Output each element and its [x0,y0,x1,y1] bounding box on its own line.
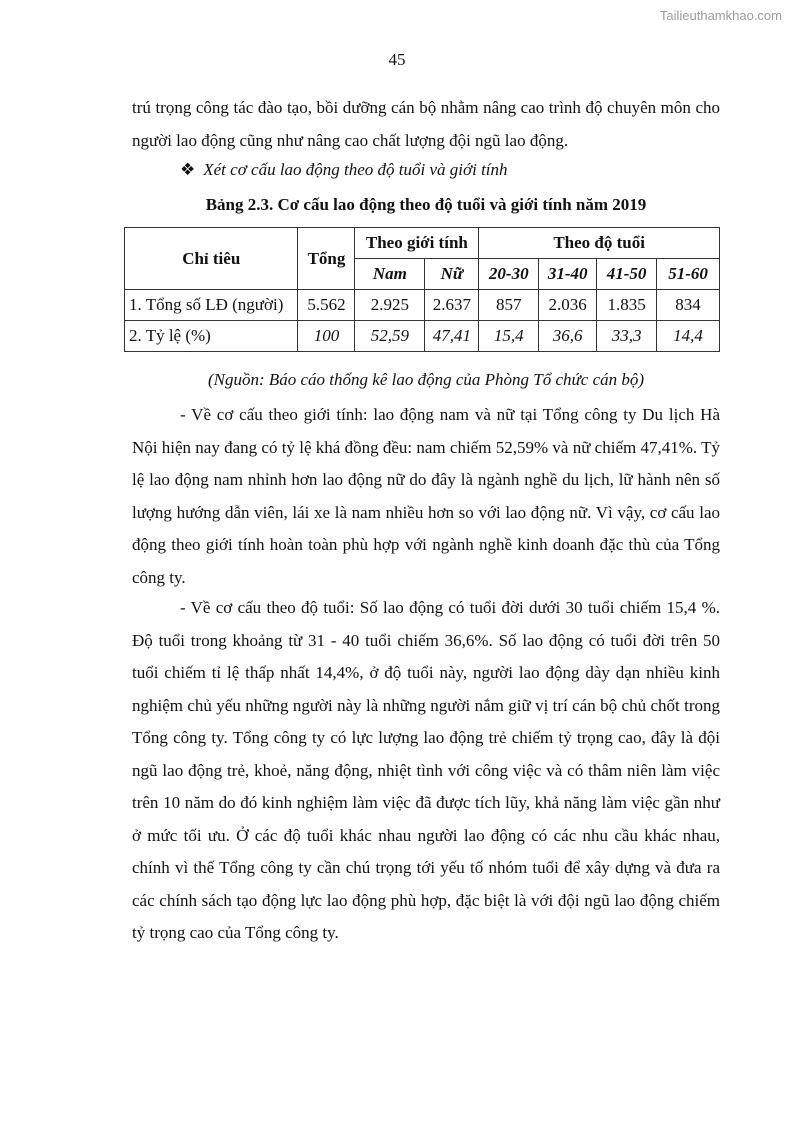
subheader-age-51-60: 51-60 [657,259,720,290]
cell-age-51-60: 834 [657,290,720,321]
table-header-row [125,228,720,259]
cell-age-31-40: 2.036 [539,290,597,321]
cell-age-41-50: 1.835 [597,290,657,321]
header-age: Theo độ tuổi [479,228,720,259]
table-row [125,321,720,352]
header-gender: Theo giới tính [355,228,479,259]
table-source: (Nguồn: Báo cáo thống kê lao động của Phòng Tổ chức cán bộ) [207,370,645,389]
labor-structure-table [124,227,720,352]
subheader-female: Nữ [425,259,479,290]
cell-age-31-40: 36,6 [539,321,597,352]
row-label: 1. Tổng số LĐ (người) [125,290,298,321]
subheader-age-31-40: 31-40 [539,259,597,290]
cell-age-20-30: 857 [479,290,539,321]
cell-age-41-50: 33,3 [597,321,657,352]
section-heading [180,160,508,180]
table-caption: Bảng 2.3. Cơ cấu lao động theo độ tuổi và giới tính năm 2019 [205,195,647,214]
header-total: Tổng [298,228,355,290]
paragraph-training: trú trọng công tác đào tạo, bồi dưỡng cán bộ nhằm nâng cao trình độ chuyên môn cho người lao động cũng như nâng cao chất lượng đội ngũ lao động. [132,98,720,150]
cell-female: 2.637 [425,290,479,321]
paragraph-age: - Về cơ cấu theo độ tuổi: Số lao động có tuổi đời dưới 30 tuổi chiếm 15,4 %. Độ tuổi trong khoảng từ 31 - 40 tuổi chiếm 36,6%. Số lao động có tuổi đời trên 50 tuổi chiếm tỉ lệ thấp nhất 14,4%, ở độ tuổi này, người lao động dày dạn nhiều kinh nghiệm chủ yếu những người này là những người nắm giữ vị trí cán bộ chủ chốt trong Tổng công ty. Tổng công ty có lực lượng lao động trẻ chiếm tỷ trọng cao, đây là đội ngũ lao động trẻ, khoẻ, năng động, nhiệt tình với công việc và có thâm niên làm việc trên 10 năm do đó kinh nghiệm làm việc đã được tích lũy, khả năng làm việc gần như ở mức tối ưu. Ở các độ tuổi khác nhau người lao động có các nhu cầu khác nhau, chính vì thế Tổng công ty cần chú trọng tới yếu tố nhóm tuổi để xây dựng và đưa ra các chính sách tạo động lực lao động phù hợp, đặc biệt là với đội ngũ lao động chiếm tỷ trọng cao của Tổng công ty. [132,598,720,942]
row-label: 2. Tỷ lệ (%) [125,321,298,352]
table-row [125,290,720,321]
watermark: Tailieuthamkhao.com [659,8,782,23]
page-number: 45 [388,50,406,69]
cell-female: 47,41 [425,321,479,352]
subheader-age-20-30: 20-30 [479,259,539,290]
cell-age-51-60: 14,4 [657,321,720,352]
paragraph-gender: - Về cơ cấu theo giới tính: lao động nam và nữ tại Tổng công ty Du lịch Hà Nội hiện nay đang có tỷ lệ khá đồng đều: nam chiếm 52,59% và nữ chiếm 47,41%. Tỷ lệ lao động nam nhỉnh hơn lao động nữ do đây là ngành nghề du lịch, lữ hành nên số lượng hướng dẫn viên, lái xe là nam nhiều hơn so với lao động nữ. Vì vậy, cơ cấu lao động theo giới tính hoàn toàn phù hợp với ngành nghề kinh doanh đặc thù của Tổng công ty. [132,405,720,587]
cell-total: 100 [298,321,355,352]
section-heading-text: Xét cơ cấu lao động theo độ tuổi và giới tính [203,160,508,179]
cell-age-20-30: 15,4 [479,321,539,352]
subheader-age-41-50: 41-50 [597,259,657,290]
subheader-male: Nam [355,259,425,290]
header-indicator: Chỉ tiêu [125,228,298,290]
cell-total: 5.562 [298,290,355,321]
cell-male: 2.925 [355,290,425,321]
cell-male: 52,59 [355,321,425,352]
diamond-bullet-icon: ❖ [180,160,196,179]
